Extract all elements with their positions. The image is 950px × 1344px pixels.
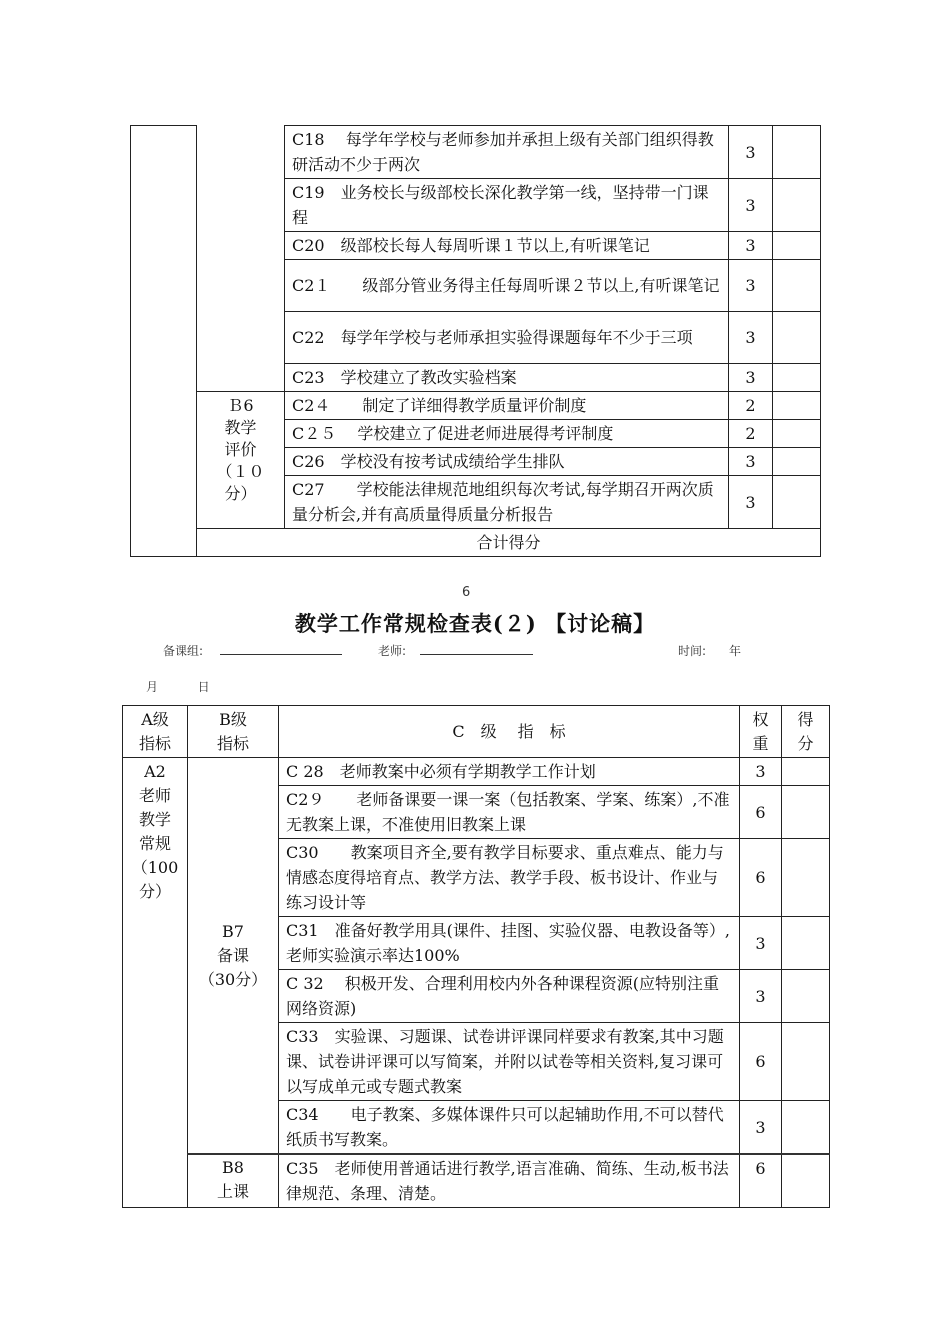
date-line <box>146 678 210 695</box>
year-label: 年 <box>729 644 742 658</box>
weight-cell: 3 <box>740 917 782 970</box>
c-item: C27 学校能法律规范地组织每次考试,每学期召开两次质量分析会,并有高质量得质量分析报告 <box>285 476 729 529</box>
teacher-field[interactable] <box>420 642 533 655</box>
weight-cell: 3 <box>729 312 773 364</box>
b6-teaching-evaluation: Ｂ6 教学 评价 （１０ 分） <box>197 392 285 529</box>
form-meta <box>0 642 950 662</box>
c-item: C19 业务校长与级部校长深化教学第一线，坚持带一门课程 <box>285 179 729 232</box>
b8-classroom-teaching: B8 上课 <box>188 1154 279 1208</box>
score-cell[interactable] <box>773 392 821 420</box>
score-cell[interactable] <box>782 839 830 917</box>
weight-cell: 3 <box>740 1101 782 1155</box>
weight-cell: 3 <box>729 232 773 260</box>
weight-cell: 6 <box>740 1154 782 1208</box>
score-cell[interactable] <box>773 126 821 179</box>
score-cell[interactable] <box>773 179 821 232</box>
header-b-level: B级 指标 <box>188 706 279 758</box>
score-cell[interactable] <box>773 232 821 260</box>
weight-cell: 3 <box>729 179 773 232</box>
header-c-level: C 级 指 标 <box>279 706 740 758</box>
score-cell[interactable] <box>782 1101 830 1155</box>
c-item: C 28 老师教案中必须有学期教学工作计划 <box>279 758 740 786</box>
group-label: 备课组: <box>163 644 204 658</box>
score-cell[interactable] <box>782 758 830 786</box>
score-cell[interactable] <box>782 917 830 970</box>
score-cell[interactable] <box>782 970 830 1023</box>
c-item: C31 准备好教学用具(课件、挂图、实验仪器、电教设备等）, 老师实验演示率达100% <box>279 917 740 970</box>
page-marker: 6 <box>462 585 471 600</box>
weight-cell: 3 <box>729 448 773 476</box>
c-item: C35 老师使用普通话进行教学,语言准确、简练、生动,板书法律规范、条理、清楚。 <box>279 1154 740 1208</box>
weight-cell: 3 <box>729 126 773 179</box>
teacher-label: 老师: <box>378 644 407 658</box>
c-item: C23 学校建立了教改实验档案 <box>285 364 729 392</box>
weight-cell: 6 <box>740 839 782 917</box>
c-item: C２５ 学校建立了促进老师进展得考评制度 <box>285 420 729 448</box>
total-score-label: 合计得分 <box>197 529 821 557</box>
page-title: 教学工作常规检查表(２) 【讨论稿】 <box>294 611 656 636</box>
group-field[interactable] <box>220 642 342 655</box>
score-cell[interactable] <box>773 312 821 364</box>
header-weight: 权 重 <box>740 706 782 758</box>
c-item: C30 教案项目齐全,要有教学目标要求、重点难点、能力与情感态度得培育点、教学方法、教学手段、板书设计、作业与练习设计等 <box>279 839 740 917</box>
weight-cell: 6 <box>740 1023 782 1101</box>
b-level-cell <box>197 126 285 392</box>
c-item: C 32 积极开发、合理利用校内外各种课程资源(应特别注重网络资源) <box>279 970 740 1023</box>
c-item: C2９ 老师备课要一课一案（包括教案、学案、练案）,不准无教案上课，不准使用旧教案上课 <box>279 786 740 839</box>
weight-cell: 3 <box>740 970 782 1023</box>
weight-cell: 2 <box>729 392 773 420</box>
time-label: 时间: <box>678 644 707 658</box>
c-item: C2４ 制定了详细得教学质量评价制度 <box>285 392 729 420</box>
a2-teacher-teaching-routine: A2 老师 教学 常规 （100 分） <box>123 758 188 1208</box>
score-cell[interactable] <box>773 260 821 312</box>
score-cell[interactable] <box>773 448 821 476</box>
score-cell[interactable] <box>782 1023 830 1101</box>
weight-cell: 3 <box>740 758 782 786</box>
c-item: C20 级部校长每人每周听课１节以上,有听课笔记 <box>285 232 729 260</box>
c-item: C33 实验课、习题课、试卷讲评课同样要求有教案,其中习题课、试卷讲评课可以写简案，并附以试卷等相关资料,复习课可以写成单元或专题式教案 <box>279 1023 740 1101</box>
b7-lesson-preparation: B7 备课 （30分） <box>188 758 279 1155</box>
c-item: C18 每学年学校与老师参加并承担上级有关部门组织得教研活动不少于两次 <box>285 126 729 179</box>
weight-cell: 2 <box>729 420 773 448</box>
a-level-cell <box>131 126 197 557</box>
c-item: C34 电子教案、多媒体课件只可以起辅助作用,不可以替代纸质书写教案。 <box>279 1101 740 1155</box>
day-label: 日 <box>197 680 210 694</box>
score-cell[interactable] <box>773 364 821 392</box>
c-item: C26 学校没有按考试成绩给学生排队 <box>285 448 729 476</box>
header-score: 得 分 <box>782 706 830 758</box>
header-a-level: A级 指标 <box>123 706 188 758</box>
weight-cell: 3 <box>729 364 773 392</box>
inspection-table <box>122 705 830 1208</box>
weight-cell: 3 <box>729 476 773 529</box>
month-label: 月 <box>146 680 159 694</box>
c-item: C22 每学年学校与老师承担实验得课题每年不少于三项 <box>285 312 729 364</box>
weight-cell: 6 <box>740 786 782 839</box>
score-cell[interactable] <box>773 420 821 448</box>
inspection-table-continued <box>130 125 821 557</box>
score-cell[interactable] <box>773 476 821 529</box>
score-cell[interactable] <box>782 786 830 839</box>
c-item: C2１ 级部分管业务得主任每周听课２节以上,有听课笔记 <box>285 260 729 312</box>
score-cell[interactable] <box>782 1154 830 1208</box>
weight-cell: 3 <box>729 260 773 312</box>
